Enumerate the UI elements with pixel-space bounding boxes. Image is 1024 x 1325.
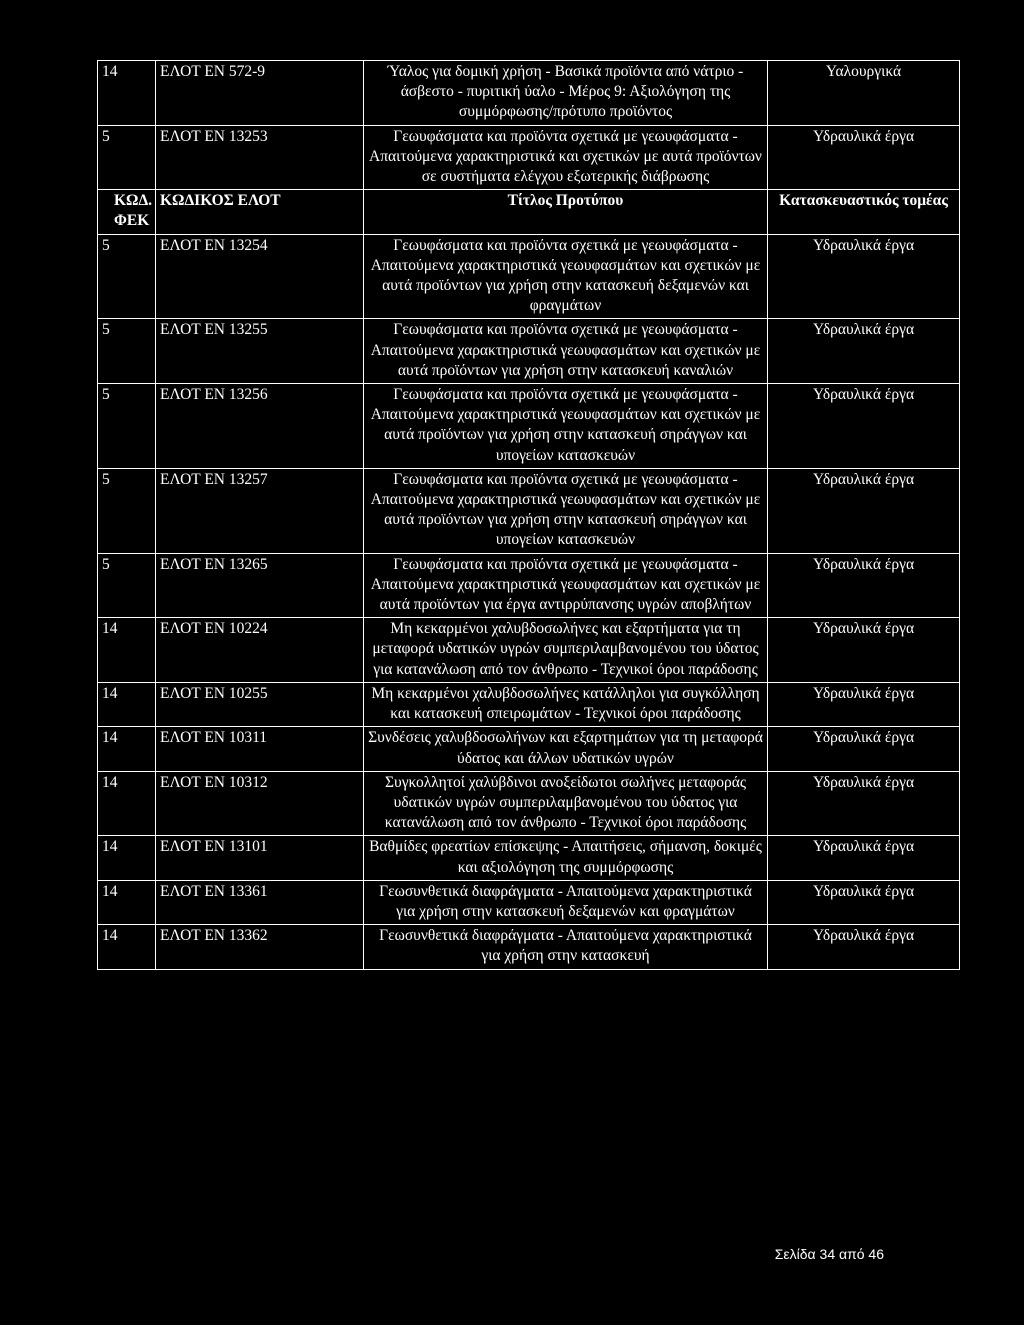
cell-construction-sector: Υδραυλικά έργα	[768, 468, 960, 553]
cell-construction-sector: Υδραυλικά έργα	[768, 682, 960, 726]
cell-fek-code: 14	[98, 61, 156, 126]
cell-elot-code: ΕΛΟΤ ΕΝ 13361	[156, 880, 364, 924]
cell-elot-code: ΕΛΟΤ ΕΝ 13255	[156, 319, 364, 384]
table-row	[98, 880, 960, 924]
cell-construction-sector: Υδραυλικά έργα	[768, 234, 960, 319]
table-row	[98, 61, 960, 126]
cell-fek-code: 5	[98, 384, 156, 469]
table-row	[98, 125, 960, 190]
cell-construction-sector: Υδραυλικά έργα	[768, 553, 960, 618]
cell-construction-sector: Υαλουργικά	[768, 61, 960, 126]
cell-elot-code: ΕΛΟΤ ΕΝ 13253	[156, 125, 364, 190]
table-row	[98, 384, 960, 469]
header-fek: ΚΩΔ. ΦΕΚ	[98, 190, 156, 234]
cell-elot-code: ΕΛΟΤ ΕΝ 572-9	[156, 61, 364, 126]
cell-elot-code: ΕΛΟΤ ΕΝ 13265	[156, 553, 364, 618]
cell-fek-code: 5	[98, 468, 156, 553]
page-number: Σελίδα 34 από 46	[774, 1246, 884, 1262]
cell-elot-code: ΕΛΟΤ ΕΝ 10255	[156, 682, 364, 726]
table-row	[98, 618, 960, 683]
cell-construction-sector: Υδραυλικά έργα	[768, 125, 960, 190]
table-header-row	[98, 190, 960, 234]
cell-construction-sector: Υδραυλικά έργα	[768, 771, 960, 836]
table-row	[98, 319, 960, 384]
cell-elot-code: ΕΛΟΤ ΕΝ 13101	[156, 836, 364, 880]
cell-standard-title: Γεωυφάσματα και προϊόντα σχετικά με γεωυφάσματα - Απαιτούμενα χαρακτηριστικά γεωυφασμάτων και σχετικών με αυτά προϊόντων για χρήση στην κατασκευή σηράγγων και υπογείων κατασκευών	[364, 384, 768, 469]
table-row	[98, 553, 960, 618]
cell-construction-sector: Υδραυλικά έργα	[768, 618, 960, 683]
cell-standard-title: Συνδέσεις χαλυβδοσωλήνων και εξαρτημάτων για τη μεταφορά ύδατος και άλλων υδατικών υγρών	[364, 727, 768, 771]
cell-fek-code: 14	[98, 682, 156, 726]
table-row	[98, 727, 960, 771]
cell-elot-code: ΕΛΟΤ ΕΝ 13257	[156, 468, 364, 553]
cell-fek-code: 5	[98, 553, 156, 618]
cell-standard-title: Συγκολλητοί χαλύβδινοι ανοξείδωτοι σωλήνες μεταφοράς υδατικών υγρών συμπεριλαμβανομένου του ύδατος για κατανάλωση από τον άνθρωπο - Τεχνικοί όροι παράδοσης	[364, 771, 768, 836]
cell-standard-title: Μη κεκαρμένοι χαλυβδοσωλήνες και εξαρτήματα για τη μεταφορά υδατικών υγρών συμπεριλαμβανομένου του ύδατος για κατανάλωση από τον άνθρωπο - Τεχνικοί όροι παράδοσης	[364, 618, 768, 683]
cell-construction-sector: Υδραυλικά έργα	[768, 880, 960, 924]
standards-table-body	[98, 61, 960, 970]
header-standard-title: Τίτλος Προτύπου	[364, 190, 768, 234]
cell-standard-title: Γεωυφάσματα και προϊόντα σχετικά με γεωυφάσματα - Απαιτούμενα χαρακτηριστικά και σχετικών με αυτά προϊόντων σε συστήματα ελέγχου εξωτερικής διάβρωσης	[364, 125, 768, 190]
cell-standard-title: Ύαλος για δομική χρήση - Βασικά προϊόντα από νάτριο - άσβεστο - πυριτική ύαλο - Μέρος 9: Αξιολόγηση της συμμόρφωσης/πρότυπο προϊόντος	[364, 61, 768, 126]
cell-elot-code: ΕΛΟΤ ΕΝ 10311	[156, 727, 364, 771]
cell-standard-title: Μη κεκαρμένοι χαλυβδοσωλήνες κατάλληλοι για συγκόλληση και κατασκευή σπειρωμάτων - Τεχνικοί όροι παράδοσης	[364, 682, 768, 726]
cell-fek-code: 14	[98, 727, 156, 771]
cell-fek-code: 14	[98, 836, 156, 880]
cell-construction-sector: Υδραυλικά έργα	[768, 925, 960, 969]
cell-standard-title: Γεωσυνθετικά διαφράγματα - Απαιτούμενα χαρακτηριστικά για χρήση στην κατασκευή δεξαμενών και φραγμάτων	[364, 880, 768, 924]
cell-standard-title: Γεωυφάσματα και προϊόντα σχετικά με γεωυφάσματα - Απαιτούμενα χαρακτηριστικά γεωυφασμάτων και σχετικών με αυτά προϊόντων για χρήση στην κατασκευή καναλιών	[364, 319, 768, 384]
cell-fek-code: 14	[98, 925, 156, 969]
cell-elot-code: ΕΛΟΤ ΕΝ 13362	[156, 925, 364, 969]
table-row	[98, 771, 960, 836]
table-row	[98, 682, 960, 726]
cell-elot-code: ΕΛΟΤ ΕΝ 13256	[156, 384, 364, 469]
standards-table	[97, 60, 960, 970]
cell-standard-title: Βαθμίδες φρεατίων επίσκεψης - Απαιτήσεις, σήμανση, δοκιμές και αξιολόγηση της συμμόρφωσης	[364, 836, 768, 880]
table-row	[98, 925, 960, 969]
cell-construction-sector: Υδραυλικά έργα	[768, 727, 960, 771]
cell-fek-code: 14	[98, 618, 156, 683]
cell-standard-title: Γεωυφάσματα και προϊόντα σχετικά με γεωυφάσματα - Απαιτούμενα χαρακτηριστικά γεωυφασμάτων και σχετικών με αυτά προϊόντων για χρήση στην κατασκευή σηράγγων και υπογείων κατασκευών	[364, 468, 768, 553]
table-row	[98, 836, 960, 880]
cell-elot-code: ΕΛΟΤ ΕΝ 10312	[156, 771, 364, 836]
cell-standard-title: Γεωσυνθετικά διαφράγματα - Απαιτούμενα χαρακτηριστικά για χρήση στην κατασκευή	[364, 925, 768, 969]
cell-elot-code: ΕΛΟΤ ΕΝ 10224	[156, 618, 364, 683]
cell-standard-title: Γεωυφάσματα και προϊόντα σχετικά με γεωυφάσματα - Απαιτούμενα χαρακτηριστικά γεωυφασμάτων και σχετικών με αυτά προϊόντων για έργα αντιρρύπανσης υγρών αποβλήτων	[364, 553, 768, 618]
cell-elot-code: ΕΛΟΤ ΕΝ 13254	[156, 234, 364, 319]
cell-fek-code: 5	[98, 125, 156, 190]
cell-construction-sector: Υδραυλικά έργα	[768, 384, 960, 469]
cell-construction-sector: Υδραυλικά έργα	[768, 319, 960, 384]
table-row	[98, 468, 960, 553]
cell-construction-sector: Υδραυλικά έργα	[768, 836, 960, 880]
cell-standard-title: Γεωυφάσματα και προϊόντα σχετικά με γεωυφάσματα - Απαιτούμενα χαρακτηριστικά γεωυφασμάτων και σχετικών με αυτά προϊόντων για χρήση στην κατασκευή δεξαμενών και φραγμάτων	[364, 234, 768, 319]
table-row	[98, 234, 960, 319]
header-construction-sector: Κατασκευαστικός τομέας	[768, 190, 960, 234]
cell-fek-code: 5	[98, 234, 156, 319]
cell-fek-code: 14	[98, 880, 156, 924]
header-elot-code: ΚΩΔΙΚΟΣ ΕΛΟΤ	[156, 190, 364, 234]
cell-fek-code: 14	[98, 771, 156, 836]
cell-fek-code: 5	[98, 319, 156, 384]
